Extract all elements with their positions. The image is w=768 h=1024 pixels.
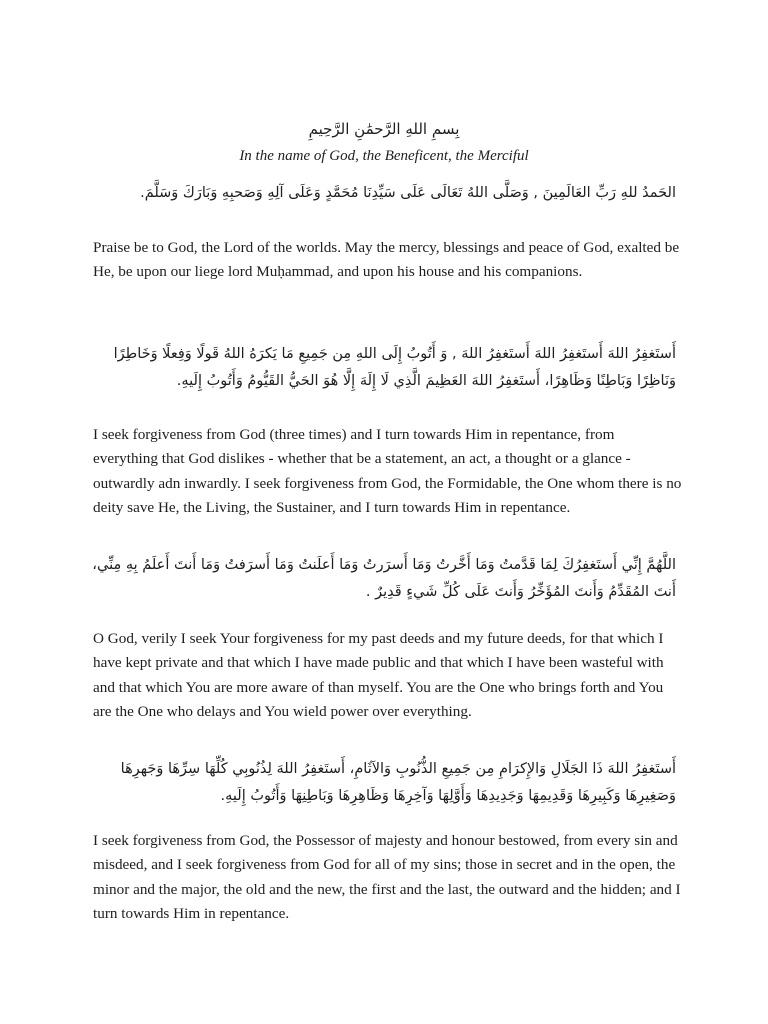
arabic-paragraph-4: أَستَغفِرُ اللهَ ذَا الجَلَالِ وَالإِكرَامِ مِن جَمِيعِ الذُّنُوبِ وَالآثَامِ، أَستَغفِرُ اللهَ لِذُنُوبِي كُلِّهَا سِرِّهَا وَجَهرِهَا وَصَغِيرِهَا وَكَبِيرِهَا وَقَدِيمِهَا وَجَدِيدِهَا وَأَوَّلِهَا وَآخِرِهَا وَظَاهِرِهَا وَبَاطِنِهَا وَأَتُوبُ إِلَيهِ.: [120, 761, 676, 804]
english-paragraph-1: Praise be to God, the Lord of the worlds. May the mercy, blessings and peace of God, exalted be He, be upon our liege lord Muḥammad, and upon his house and his companions.: [93, 239, 680, 281]
bismillah-english: In the name of God, the Beneficent, the Merciful: [239, 148, 529, 164]
bismillah-arabic: بِسمِ اللهِ الرَّحمَٰنِ الرَّحِيمِ: [308, 120, 460, 138]
english-paragraph-3: O God, verily I seek Your forgiveness for my past deeds and my future deeds, for that which I have kept private and that which I have made public and that which I have been wasteful with and that which You are more aware of than myself. You are the One who brings forth and You are the One who delays and You wield power over everything.: [93, 630, 664, 721]
english-paragraph-4: I seek forgiveness from God, the Possessor of majesty and honour bestowed, from every sin and misdeed, and I seek forgiveness from God for all of my sins; those in secret and in the open, the minor and the major, the old and the new, the first and the last, the outward and the hidden; and I turn towards Him in repentance.: [93, 832, 681, 923]
arabic-paragraph-3: اللَّهُمَّ إِنِّي أَستَغفِرُكَ لِمَا قَدَّمتُ وَمَا أَخَّرتُ وَمَا أَسرَرتُ وَمَا أَعلَنتُ وَمَا أَسرَفتُ وَمَا أَنتَ أَعلَمُ بِهِ مِنِّي، أَنتَ المُقَدِّمُ وَأَنتَ المُؤَخِّرُ وَأَنتَ عَلَى كُلِّ شَيءٍ قَدِيرٌ .: [92, 557, 676, 600]
english-paragraph-2: I seek forgiveness from God (three times) and I turn towards Him in repentance, from everything that God dislikes - whether that be a statement, an act, a thought or a glance - outwardly adn inwardly. I seek forgiveness from God, the Formidable, the One whom there is no deity save He, the Living, the Sustainer, and I turn towards Him in repentance.: [93, 426, 682, 517]
arabic-paragraph-1: الحَمدُ للهِ رَبِّ العَالَمِينَ , وَصَلَّى اللهُ تَعَالَى عَلَى سَيِّدِنَا مُحَمَّدٍ وَعَلَى آلِهِ وَصَحبِهِ وَبَارَكَ وَسَلَّمَ.: [140, 185, 676, 201]
arabic-paragraph-2: أَستَغفِرُ اللهَ أَستَغفِرُ اللهَ أَستَغفِرُ اللهَ , وَ أَتُوبُ إِلَى اللهِ مِن جَمِيعِ مَا يَكرَهُ اللهُ قَولًا وَفِعلًا وَخَاطِرًا وَنَاظِرًا وَبَاطِنًا وَظَاهِرًا، أَستَغفِرُ اللهَ العَظِيمَ الَّذِي لَا إِلَهَ إِلَّا هُوَ الحَيُّ القَيُّومُ وَأَتُوبُ إِلَيهِ.: [113, 346, 676, 389]
